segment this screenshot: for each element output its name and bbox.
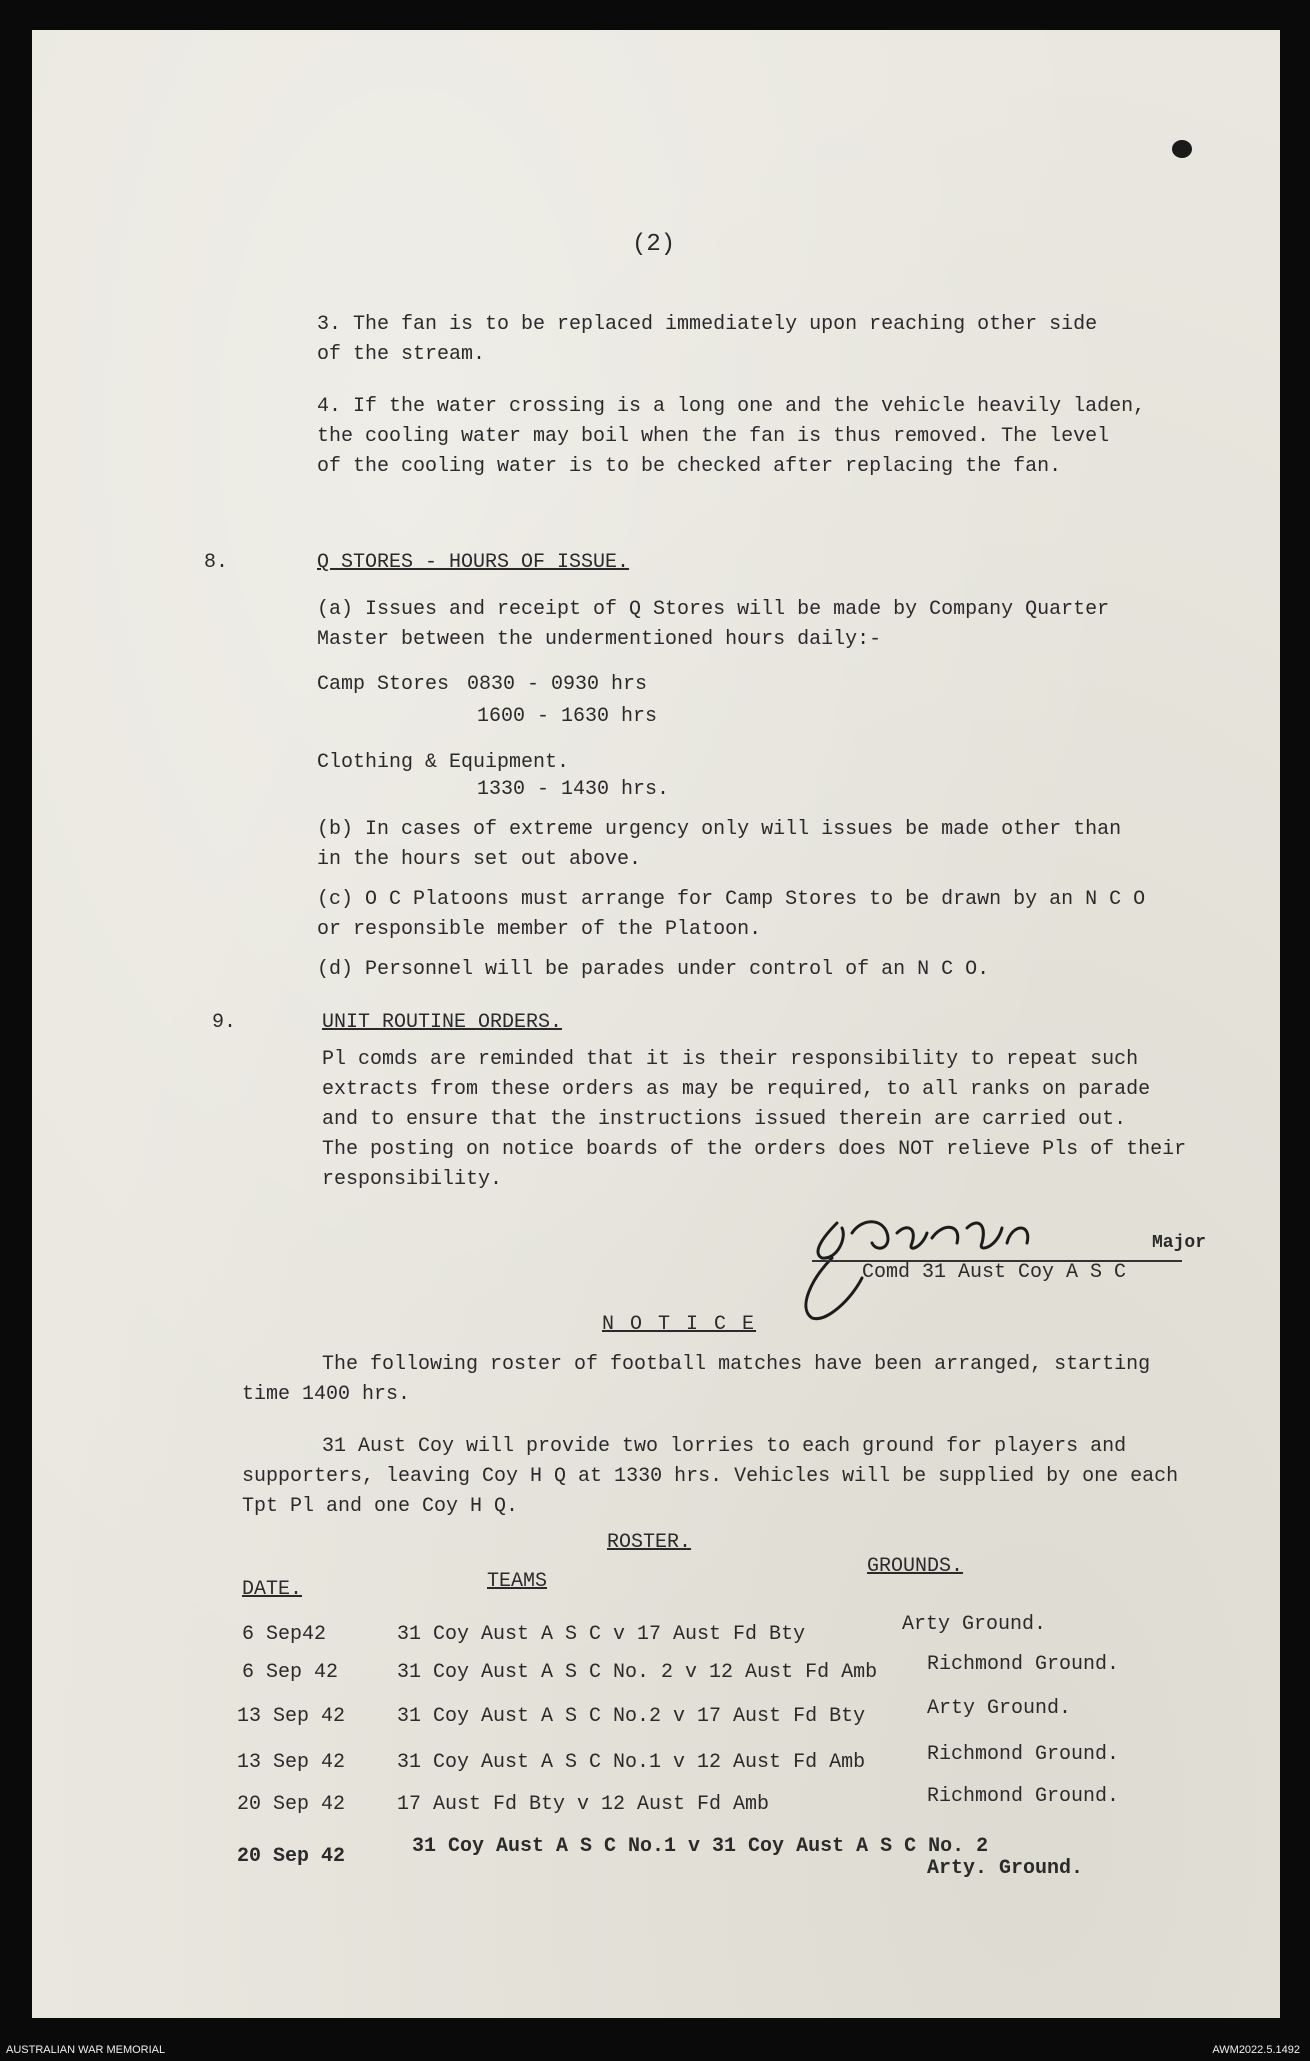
roster-col-teams: TEAMS — [487, 1570, 548, 1593]
para-a-line-1: (a) Issues and receipt of Q Stores will be made by Company Quarter — [317, 598, 1110, 621]
section-8-number: 8. — [204, 551, 229, 574]
roster-teams: 31 Coy Aust A S C No.1 v 31 Coy Aust A S C No. 2 — [412, 1835, 989, 1858]
notice-para-1-line-2: time 1400 hrs. — [242, 1383, 411, 1406]
para-c-line-2: or responsible member of the Platoon. — [317, 918, 762, 941]
roster-ground: Arty Ground. — [927, 1697, 1072, 1720]
notice-heading: N O T I C E — [602, 1313, 757, 1336]
roster-ground: Arty Ground. — [902, 1613, 1047, 1636]
camp-stores-time-1: 0830 - 0930 hrs — [467, 673, 648, 696]
roster-col-date: DATE. — [242, 1578, 303, 1601]
para-3-line-1: 3. The fan is to be replaced immediately upon reaching other side — [317, 313, 1098, 336]
para-3-line-2: of the stream. — [317, 343, 486, 366]
notice-para-2-line-2: supporters, leaving Coy H Q at 1330 hrs. Vehicles will be supplied by one each — [242, 1465, 1179, 1488]
section-9-heading: UNIT ROUTINE ORDERS. — [322, 1011, 563, 1034]
para-4-line-3: of the cooling water is to be checked after replacing the fan. — [317, 455, 1062, 478]
notice-para-1-line-1: The following roster of football matches have been arranged, starting — [322, 1353, 1151, 1376]
signature-rank: Major — [1152, 1233, 1207, 1253]
roster-ground: Arty. Ground. — [927, 1857, 1084, 1880]
para-c-line-1: (c) O C Platoons must arrange for Camp Stores to be drawn by an N C O — [317, 888, 1146, 911]
footer-left: AUSTRALIAN WAR MEMORIAL — [6, 2044, 166, 2056]
notice-para-2-line-3: Tpt Pl and one Coy H Q. — [242, 1495, 519, 1518]
signature-title: Comd 31 Aust Coy A S C — [862, 1261, 1127, 1284]
roster-col-grounds: GROUNDS. — [867, 1555, 964, 1578]
section-9-line-3: and to ensure that the instructions issued therein are carried out. — [322, 1108, 1127, 1131]
clothing-time: 1330 - 1430 hrs. — [477, 778, 670, 801]
section-9-number: 9. — [212, 1011, 237, 1034]
camp-stores-label: Camp Stores — [317, 673, 450, 696]
footer-right: AWM2022.5.1492 — [1212, 2044, 1300, 2056]
section-9-line-5: responsibility. — [322, 1168, 503, 1191]
notice-para-2-line-1: 31 Aust Coy will provide two lorries to each ground for players and — [322, 1435, 1127, 1458]
roster-date: 6 Sep42 — [242, 1623, 327, 1646]
roster-date: 13 Sep 42 — [237, 1705, 346, 1728]
roster-date: 6 Sep 42 — [242, 1661, 339, 1684]
section-8-para-b — [317, 815, 1121, 875]
section-8-para-a — [317, 595, 1109, 655]
roster-ground: Richmond Ground. — [927, 1653, 1120, 1676]
section-9-line-1: Pl comds are reminded that it is their responsibility to repeat such — [322, 1048, 1139, 1071]
roster-teams: 31 Coy Aust A S C No.2 v 17 Aust Fd Bty — [397, 1705, 866, 1728]
section-9-line-4: The posting on notice boards of the orders does NOT relieve Pls of their — [322, 1138, 1187, 1161]
roster-heading: ROSTER. — [607, 1531, 692, 1554]
section-8-para-d: (d) Personnel will be parades under control of an N C O. — [317, 958, 990, 981]
clothing-label: Clothing & Equipment. — [317, 751, 570, 774]
para-3 — [317, 310, 1097, 370]
notice-para-1 — [242, 1350, 1150, 1410]
section-9-body — [322, 1045, 1186, 1195]
document-page — [32, 30, 1280, 2018]
roster-teams: 31 Coy Aust A S C v 17 Aust Fd Bty — [397, 1623, 806, 1646]
roster-date: 20 Sep 42 — [237, 1845, 346, 1868]
para-4-line-2: the cooling water may boil when the fan is thus removed. The level — [317, 425, 1110, 448]
para-b-line-1: (b) In cases of extreme urgency only will issues be made other than — [317, 818, 1122, 841]
page-number: (2) — [632, 231, 676, 258]
section-8-para-c — [317, 885, 1145, 945]
ink-stain — [1172, 140, 1192, 158]
section-9-line-2: extracts from these orders as may be required, to all ranks on parade — [322, 1078, 1151, 1101]
roster-teams: 17 Aust Fd Bty v 12 Aust Fd Amb — [397, 1793, 770, 1816]
para-b-line-2: in the hours set out above. — [317, 848, 642, 871]
roster-teams: 31 Coy Aust A S C No. 2 v 12 Aust Fd Amb — [397, 1661, 878, 1684]
signature-block — [792, 1198, 1232, 1338]
roster-ground: Richmond Ground. — [927, 1743, 1120, 1766]
roster-ground: Richmond Ground. — [927, 1785, 1120, 1808]
section-8-heading: Q STORES - HOURS OF ISSUE. — [317, 551, 630, 574]
para-4 — [317, 392, 1145, 482]
para-4-line-1: 4. If the water crossing is a long one and the vehicle heavily laden, — [317, 395, 1146, 418]
para-a-line-2: Master between the undermentioned hours daily:- — [317, 628, 882, 651]
roster-teams: 31 Coy Aust A S C No.1 v 12 Aust Fd Amb — [397, 1751, 866, 1774]
roster-date: 20 Sep 42 — [237, 1793, 346, 1816]
camp-stores-time-2: 1600 - 1630 hrs — [477, 705, 658, 728]
notice-para-2 — [242, 1432, 1178, 1522]
roster-date: 13 Sep 42 — [237, 1751, 346, 1774]
